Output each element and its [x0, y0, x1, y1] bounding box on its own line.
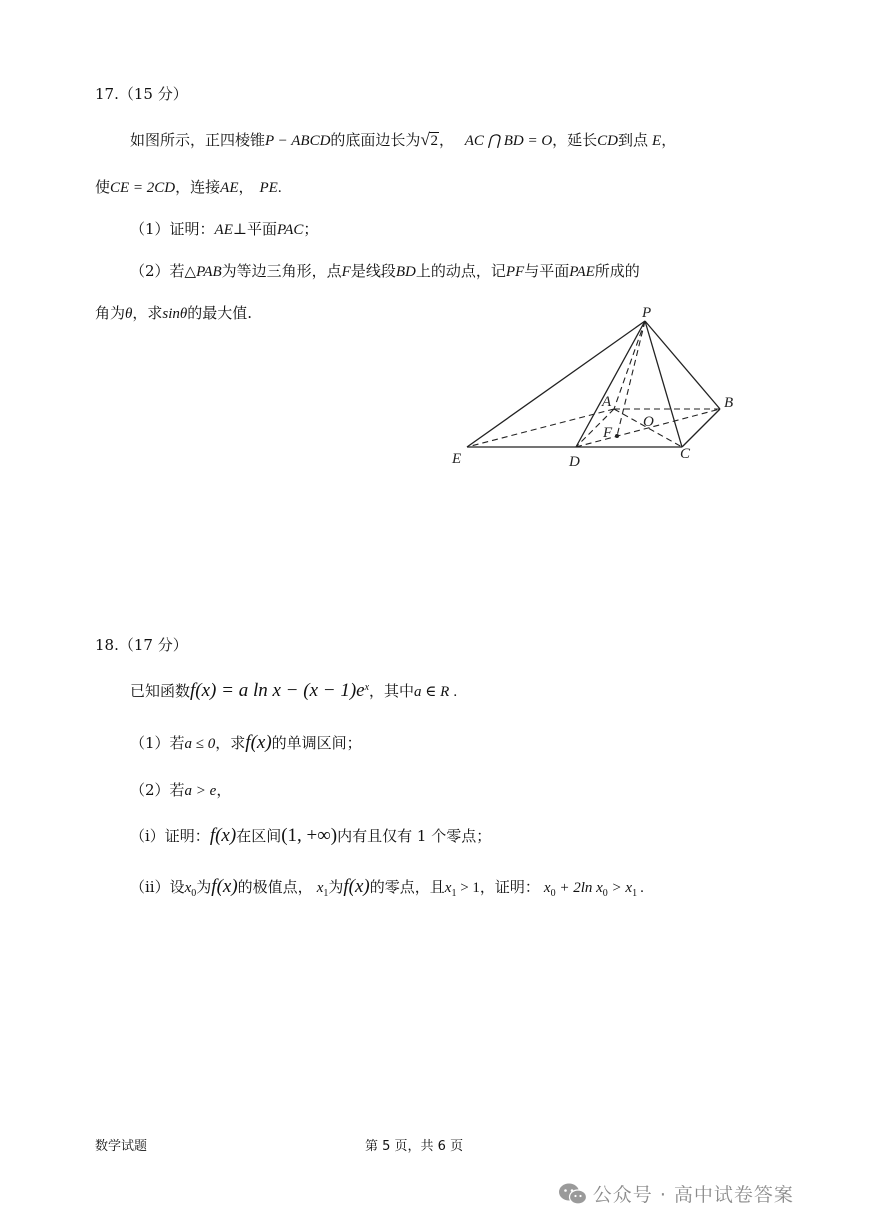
q17-intro-line: 如图所示，正四棱锥P − ABCD的底面边长为 √ 2， AC ⋂ BD = O，延长CD到点 E， [130, 130, 677, 149]
label-O: O [643, 414, 654, 430]
q17-part1: （1）证明：AE⊥平面PAC； [130, 220, 319, 238]
q18-part1: （1）若a ≤ 0，求f(x)的单调区间； [130, 732, 362, 753]
point-F [615, 434, 619, 438]
label-C: C [680, 446, 691, 462]
edge-AE [467, 409, 614, 447]
q17-part2-cont: 角为θ，求sinθ的最大值. [95, 304, 253, 322]
q18-intro: 已知函数f(x) = a $\ln x - (x - 1)e^x$，其中a ∈ R . [130, 680, 458, 701]
label-B: B [724, 395, 734, 411]
label-E: E [452, 451, 462, 467]
q18-part2-i: （i）证明：f(x)在区间(1, +∞)内有且仅有 1 个零点； [130, 825, 492, 846]
footer-subject: 数学试题 [95, 1139, 148, 1154]
label-D: D [569, 454, 580, 470]
q18-part2: （2）若a > e， [130, 781, 232, 799]
edge-PB [645, 321, 720, 409]
wechat-icon [558, 1181, 588, 1207]
edge-PE [467, 321, 645, 447]
watermark [558, 1180, 794, 1207]
footer-page-number: 第 5 页，共 6 页 [365, 1139, 464, 1154]
sqrt-symbol: √ 2 [420, 130, 438, 149]
q17-intro-line-2: 使CE = 2CD，连接AE， PE. [95, 178, 282, 196]
watermark-text: 公众号 · 高中试卷答案 [592, 1184, 794, 1206]
label-A: A [602, 394, 612, 410]
q18-number: 18.（17 分） [95, 636, 188, 654]
label-F: F [603, 425, 613, 441]
q18-part2-ii: （ii）设$x_0$为f(x)的极值点， $x_1$为f(x)的零点，且$x_1 > 1$，证明： $x_0 + 2\ln$ $x_0 > x_1$ . [130, 876, 644, 899]
q17-number: 17.（15 分） [95, 85, 188, 103]
edge-CB [682, 409, 720, 447]
pyramid-figure [440, 300, 770, 480]
edge-PA [614, 321, 645, 409]
q17-part2: （2）若△PAB为等边三角形，点F是线段BD上的动点，记PF与平面PAE所成的 [130, 262, 640, 280]
label-P: P [642, 305, 652, 321]
